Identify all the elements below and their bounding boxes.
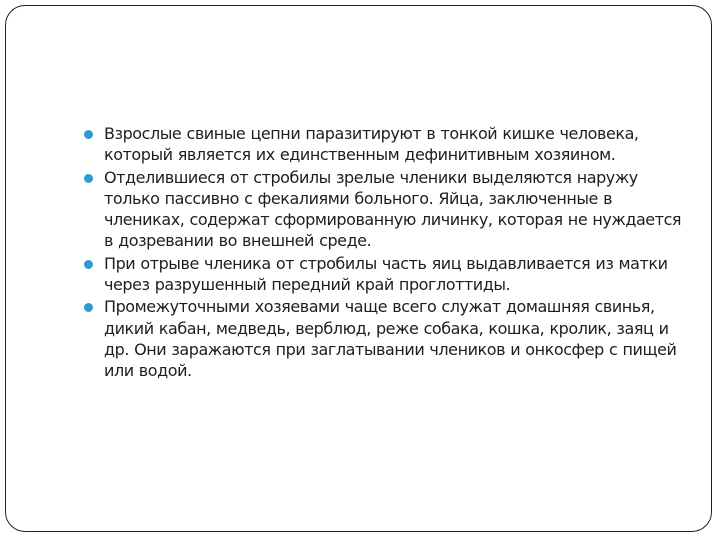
bullet-text-4: Промежуточными хозяевами чаще всего служат домашняя свинья, дикий кабан, медведь, верблюд, реже собака, кошка, кролик, заяц и др. Они заражаются при заглатывании члеников и онкосфер с пищей или водой. (104, 297, 677, 381)
bullet-list (84, 123, 694, 383)
bullet-text-3: При отрыве членика от стробилы часть яиц выдавливается из матки через разрушенный передний край проглоттиды. (104, 253, 668, 295)
slide-frame (5, 5, 712, 532)
bullet-item-2 (84, 167, 694, 252)
bullet-dot-icon (84, 174, 93, 183)
bullet-item-1 (84, 123, 694, 166)
bullet-dot-icon (84, 303, 93, 312)
bullet-text-1: Взрослые свиные цепни паразитируют в тонкой кишке человека, который является их единственным дефинитивным хозяином. (104, 124, 639, 165)
bullet-dot-icon (84, 260, 93, 269)
bullet-item-4 (84, 296, 694, 381)
bullet-dot-icon (84, 130, 93, 139)
bullet-item-3 (84, 253, 694, 296)
bullet-text-2: Отделившиеся от стробилы зрелые членики выделяются наружу только пассивно с фекалиями больного. Яйца, заключенные в члениках, содержат сформированную личинку, которая не нуждается в дозревании во внешней среде. (104, 167, 682, 251)
